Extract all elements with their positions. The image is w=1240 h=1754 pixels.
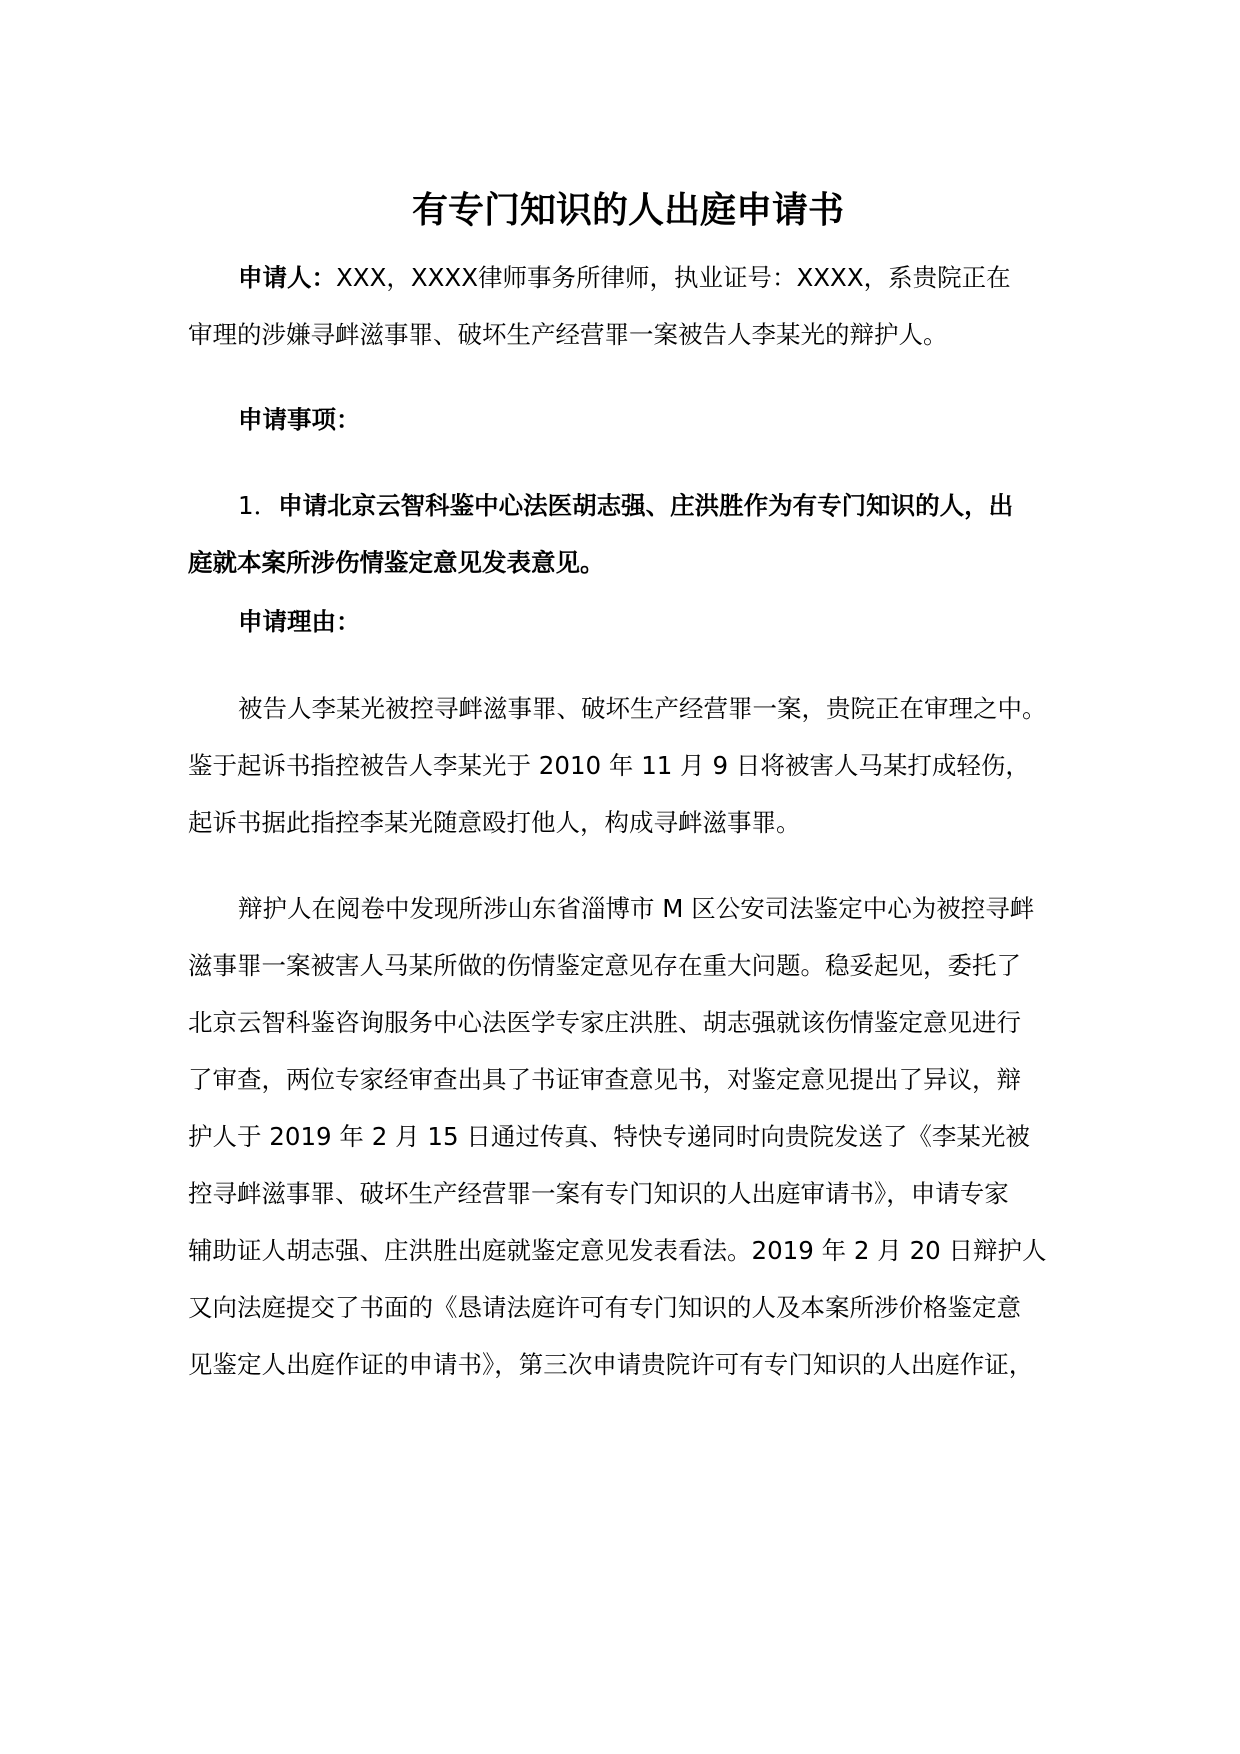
paragraph-2-line: 控寻衅滋事罪、破坏生产经营罪一案有专门知识的人出庭审请书》，申请专家: [188, 1179, 1009, 1208]
paragraph-2-line: 又向法庭提交了书面的《恳请法庭许可有专门知识的人及本案所涉价格鉴定意: [188, 1293, 1021, 1322]
paragraph-2-line: 护人于 2019 年 2 月 15 日通过传真、特快专递同时向贵院发送了《李某光被: [188, 1122, 1030, 1151]
matter-1-line-1: [238, 488, 1013, 524]
matter-1-line-2: 庭就本案所涉伤情鉴定意见发表意见。: [188, 548, 605, 577]
applicant-line-2: 审理的涉嫌寻衅滋事罪、破坏生产经营罪一案被告人李某光的辩护人。: [188, 320, 948, 349]
paragraph-2-line: 滋事罪一案被害人马某所做的伤情鉴定意见存在重大问题。稳妥起见，委托了: [188, 951, 1021, 980]
paragraph-2-line: 见鉴定人出庭作证的申请书》，第三次申请贵院许可有专门知识的人出庭作证，: [188, 1350, 1034, 1379]
document-title: 有专门知识的人出庭申请书: [411, 190, 844, 231]
paragraph-1-line: 起诉书据此指控李某光随意殴打他人，构成寻衅滋事罪。: [188, 808, 801, 837]
paragraph-2-line: 辩护人在阅卷中发现所涉山东省淄博市 M 区公安司法鉴定中心为被控寻衅: [238, 894, 1035, 923]
applicant-text: XXX，XXXX律师事务所律师，执业证号：XXXX，系贵院正在: [336, 263, 1011, 292]
paragraph-1-line: 被告人李某光被控寻衅滋事罪、破坏生产经营罪一案，贵院正在审理之中。: [238, 694, 1047, 723]
matters-heading: 申请事项：: [238, 405, 361, 434]
paragraph-2-line: 辅助证人胡志强、庄洪胜出庭就鉴定意见发表看法。2019 年 2 月 20 日辩护人: [188, 1236, 1047, 1265]
applicant-label: 申请人：: [238, 263, 336, 292]
applicant-line-1: [238, 260, 1011, 296]
paragraph-1-line: 鉴于起诉书指控被告人李某光于 2010 年 11 月 9 日将被害人马某打成轻伤，: [188, 751, 1030, 780]
matter-1-text: 申请北京云智科鉴中心法医胡志强、庄洪胜作为有专门知识的人，出: [278, 491, 1014, 520]
reasons-heading: 申请理由：: [238, 607, 361, 636]
paragraph-2-line: 了审查，两位专家经审查出具了书证审查意见书，对鉴定意见提出了异议，辩: [188, 1065, 1021, 1094]
paragraph-2-line: 北京云智科鉴咨询服务中心法医学专家庄洪胜、胡志强就该伤情鉴定意见进行: [188, 1008, 1021, 1037]
matter-1-number: 1．: [238, 491, 279, 520]
